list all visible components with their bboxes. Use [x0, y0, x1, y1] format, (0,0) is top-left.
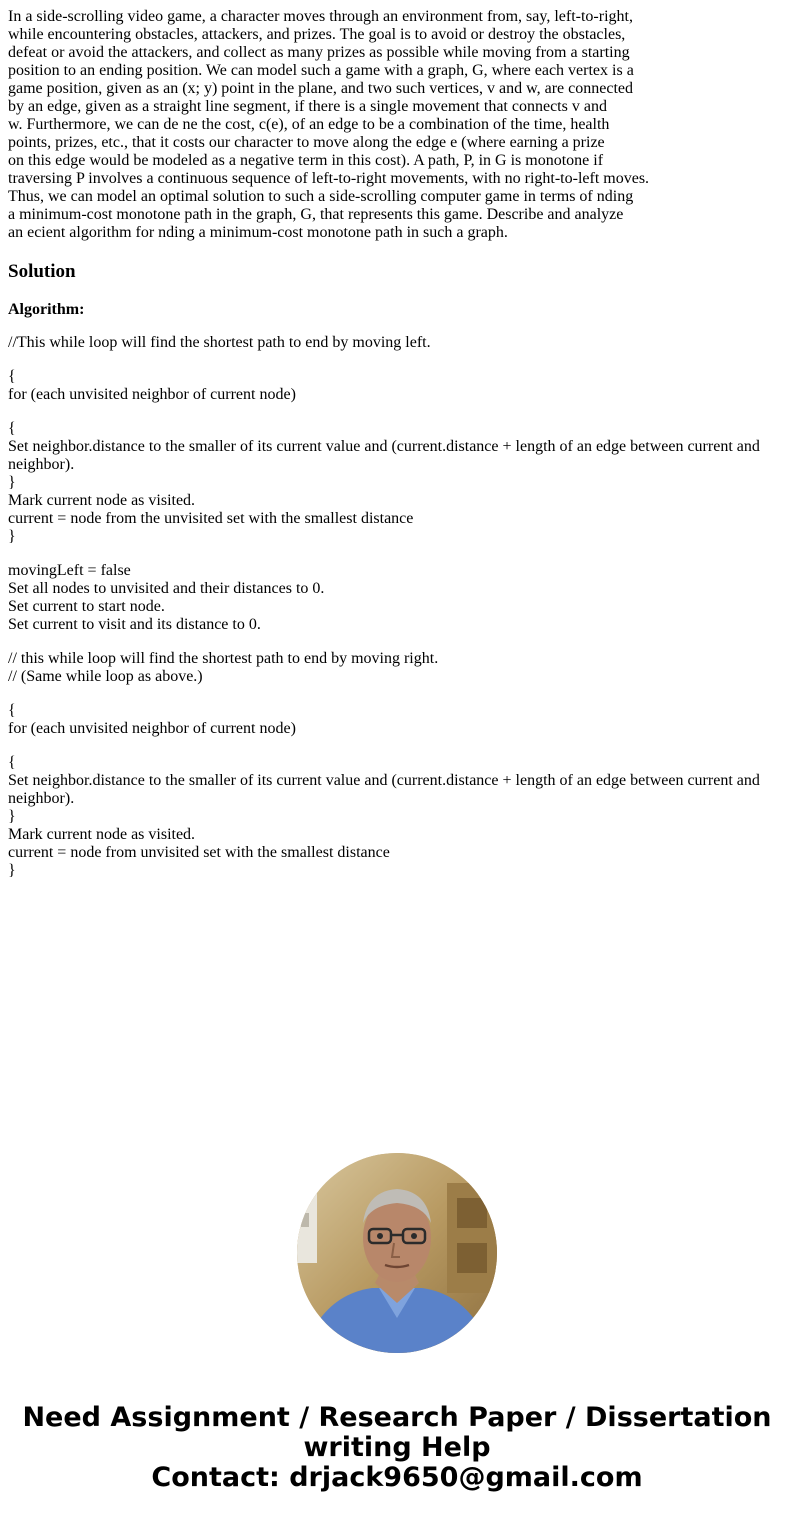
question-line: on this edge would be modeled as a negative term in this cost). A path, P, in G is monotone if: [8, 152, 604, 169]
algo-line: Set current to start node.: [8, 598, 165, 615]
algo-line: // (Same while loop as above.): [8, 668, 203, 685]
algo-line: }: [8, 474, 16, 491]
question-line: a minimum-cost monotone path in the graph, G, that represents this game. Describe and analyze: [8, 206, 624, 223]
question-line: w. Furthermore, we can de ne the cost, c(e), of an edge to be a combination of the time, health: [8, 116, 610, 133]
question-line: defeat or avoid the attackers, and collect as many prizes as possible while moving from a starting: [8, 44, 630, 61]
avatar: [297, 1153, 497, 1353]
footer-contact[interactable]: Contact: drjack9650@gmail.com: [151, 1462, 643, 1493]
algo-line: movingLeft = false: [8, 562, 131, 579]
algo-line: //This while loop will find the shortest path to end by moving left.: [8, 334, 431, 351]
algo-line: {: [8, 420, 16, 437]
algorithm-heading: Algorithm:: [8, 301, 85, 318]
algo-line: }: [8, 808, 16, 825]
question-text: [8, 8, 786, 242]
algo-line: Set neighbor.distance to the smaller of its current value and (current.distance + length of an edge between current and neighbor).: [8, 438, 760, 473]
avatar-portrait-icon: [297, 1153, 497, 1353]
algo-line: Set neighbor.distance to the smaller of its current value and (current.distance + length of an edge between current and neighbor).: [8, 772, 760, 807]
algorithm-paragraph: [8, 754, 786, 880]
algo-line: Set current to visit and its distance to 0.: [8, 616, 261, 633]
footer-line: Need Assignment / Research Paper / Dissertation: [22, 1402, 772, 1433]
question-line: Thus, we can model an optimal solution to such a side-scrolling computer game in terms of nding: [8, 188, 634, 205]
question-line: In a side-scrolling video game, a character moves through an environment from, say, left-to-right,: [8, 8, 633, 25]
question-line: points, prizes, etc., that it costs our character to move along the edge e (where earning a prize: [8, 134, 605, 151]
question-line: an ecient algorithm for nding a minimum-cost monotone path in such a graph.: [8, 224, 508, 241]
algo-line: {: [8, 702, 16, 719]
algo-line: {: [8, 754, 16, 771]
algorithm-body: [8, 334, 786, 896]
question-line: game position, given as an (x; y) point in the plane, and two such vertices, v and w, are connected: [8, 80, 633, 97]
question-line: by an edge, given as a straight line segment, if there is a single movement that connects v and: [8, 98, 607, 115]
algorithm-paragraph: [8, 650, 786, 686]
algo-line: current = node from the unvisited set with the smallest distance: [8, 510, 414, 527]
algo-line: for (each unvisited neighbor of current node): [8, 720, 296, 737]
question-line: position to an ending position. We can model such a game with a graph, G, where each vertex is a: [8, 62, 634, 79]
question-line: traversing P involves a continuous sequence of left-to-right movements, with no right-to-left moves.: [8, 170, 650, 187]
algo-line: {: [8, 368, 16, 385]
algo-line: current = node from unvisited set with the smallest distance: [8, 844, 390, 861]
algo-line: }: [8, 528, 16, 545]
algorithm-paragraph: [8, 334, 786, 352]
algo-line: Mark current node as visited.: [8, 826, 196, 843]
algorithm-paragraph: [8, 368, 786, 404]
algorithm-paragraph: [8, 702, 786, 738]
algo-line: Set all nodes to unvisited and their distances to 0.: [8, 580, 325, 597]
algorithm-paragraph: [8, 420, 786, 546]
algo-line: for (each unvisited neighbor of current node): [8, 386, 296, 403]
question-line: while encountering obstacles, attackers, and prizes. The goal is to avoid or destroy the obstacles,: [8, 26, 626, 43]
algo-line: }: [8, 862, 16, 879]
footer-banner: [0, 1403, 794, 1493]
footer-line: writing Help: [303, 1432, 491, 1463]
solution-heading: Solution: [8, 261, 76, 282]
algorithm-paragraph: [8, 562, 786, 634]
algo-line: // this while loop will find the shortest path to end by moving right.: [8, 650, 439, 667]
algo-line: Mark current node as visited.: [8, 492, 196, 509]
